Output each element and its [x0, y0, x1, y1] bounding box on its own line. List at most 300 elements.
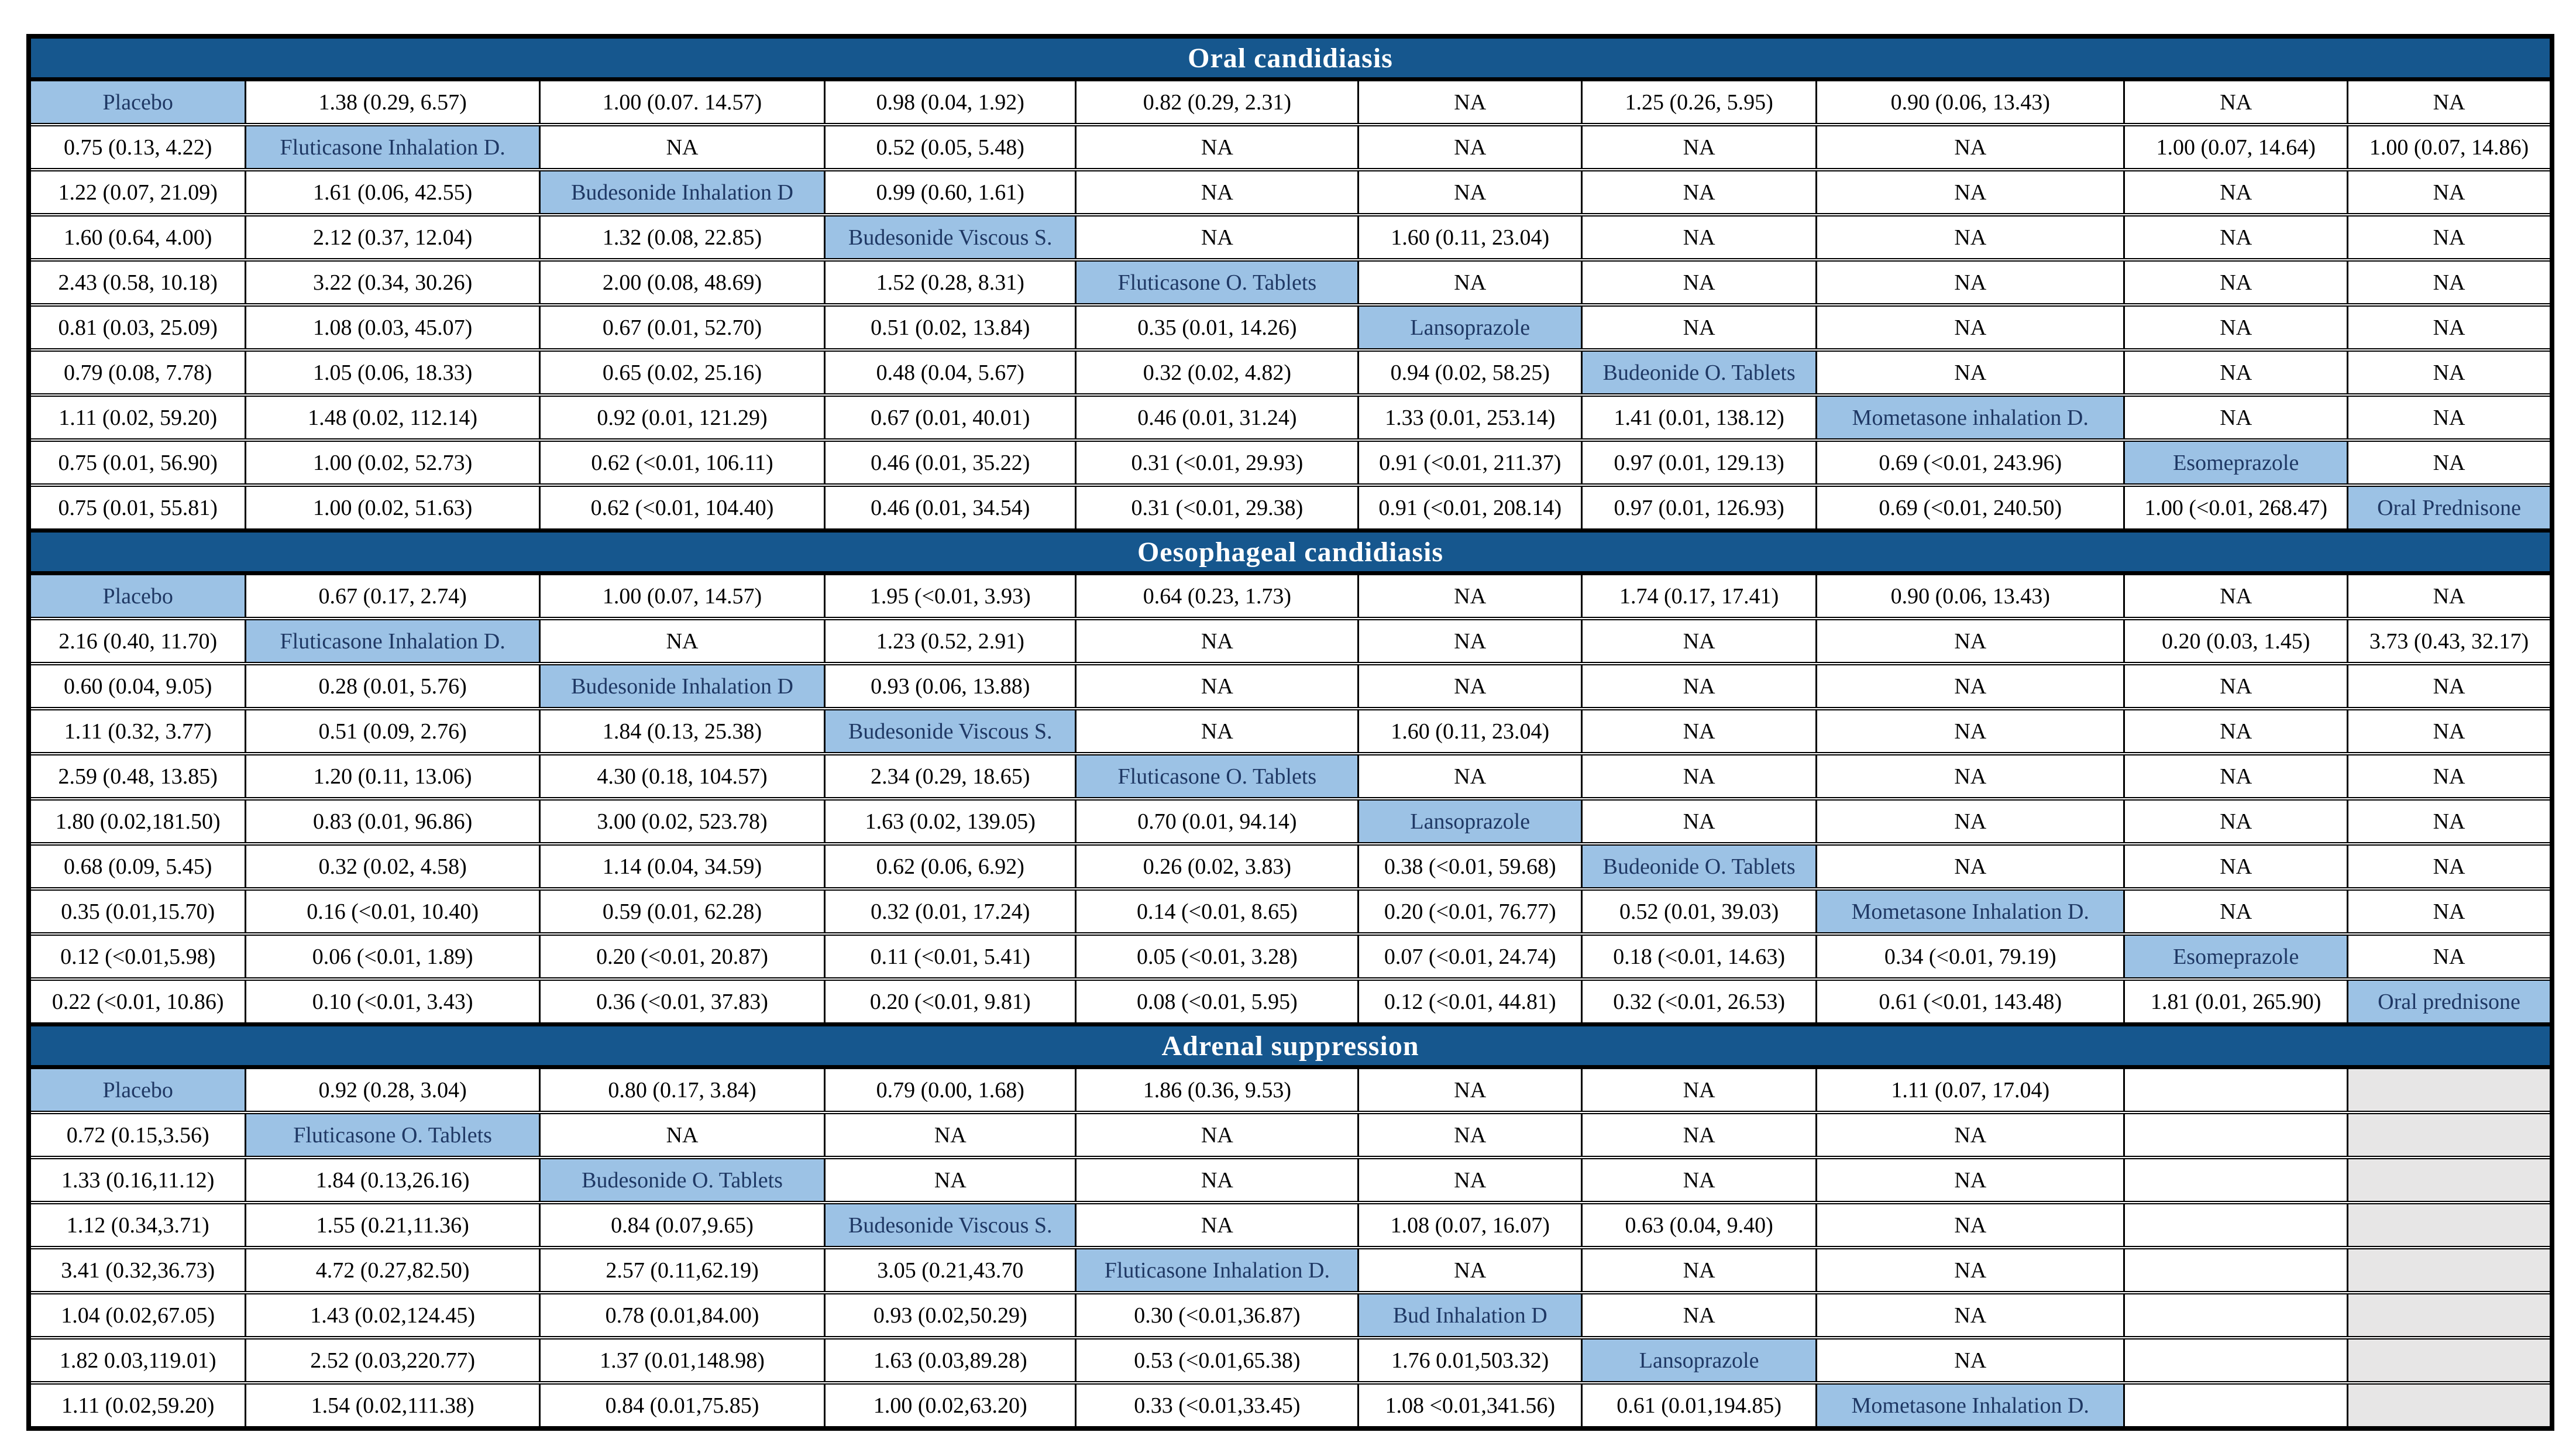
- empty-cell: [2124, 1112, 2348, 1158]
- value-cell: 0.05 (<0.01, 3.28): [1076, 934, 1358, 979]
- na-cell: NA: [1582, 709, 1817, 754]
- na-cell: NA: [1582, 619, 1817, 664]
- empty-cell: [2124, 1383, 2348, 1428]
- na-cell: NA: [2124, 215, 2348, 260]
- table-row: [29, 709, 2552, 754]
- na-cell: NA: [1582, 664, 1817, 709]
- value-cell: 0.83 (0.01, 96.86): [246, 799, 539, 844]
- value-cell: 0.31 (<0.01, 29.93): [1076, 440, 1358, 485]
- treatment-cell: Bud Inhalation D: [1358, 1293, 1582, 1338]
- value-cell: 0.26 (0.02, 3.83): [1076, 844, 1358, 889]
- value-cell: 0.52 (0.05, 5.48): [825, 125, 1076, 170]
- na-cell: NA: [825, 1112, 1076, 1158]
- na-cell: NA: [2348, 215, 2552, 260]
- value-cell: 1.86 (0.36, 9.53): [1076, 1067, 1358, 1113]
- value-cell: 1.00 (0.02, 52.73): [246, 440, 539, 485]
- value-cell: 4.72 (0.27,82.50): [246, 1248, 539, 1293]
- value-cell: 1.23 (0.52, 2.91): [825, 619, 1076, 664]
- value-cell: 1.55 (0.21,11.36): [246, 1203, 539, 1248]
- value-cell: 0.34 (<0.01, 79.19): [1817, 934, 2124, 979]
- na-cell: NA: [1582, 1248, 1817, 1293]
- value-cell: 0.93 (0.06, 13.88): [825, 664, 1076, 709]
- treatment-cell: Fluticasone Inhalation D.: [246, 619, 539, 664]
- value-cell: 1.54 (0.02,111.38): [246, 1383, 539, 1428]
- table-row: [29, 485, 2552, 531]
- value-cell: 0.46 (0.01, 35.22): [825, 440, 1076, 485]
- value-cell: 1.48 (0.02, 112.14): [246, 395, 539, 440]
- treatment-cell: Budesonide Inhalation D: [539, 664, 824, 709]
- na-cell: NA: [1817, 754, 2124, 799]
- section-title: Oesophageal candidiasis: [29, 531, 2552, 573]
- section-oesophageal-candidiasis: [29, 531, 2552, 1025]
- empty-gray-cell: [2348, 1203, 2552, 1248]
- value-cell: 1.25 (0.26, 5.95): [1582, 80, 1817, 125]
- value-cell: 0.75 (0.13, 4.22): [29, 125, 246, 170]
- value-cell: 0.48 (0.04, 5.67): [825, 350, 1076, 395]
- na-cell: NA: [1358, 754, 1582, 799]
- value-cell: 0.10 (<0.01, 3.43): [246, 979, 539, 1025]
- value-cell: 0.82 (0.29, 2.31): [1076, 80, 1358, 125]
- value-cell: 0.75 (0.01, 55.81): [29, 485, 246, 531]
- value-cell: 1.11 (0.32, 3.77): [29, 709, 246, 754]
- na-cell: NA: [2348, 664, 2552, 709]
- empty-gray-cell: [2348, 1112, 2552, 1158]
- value-cell: 1.00 (0.07, 14.57): [539, 573, 824, 619]
- value-cell: 3.22 (0.34, 30.26): [246, 260, 539, 305]
- na-cell: NA: [1582, 170, 1817, 215]
- value-cell: 0.99 (0.60, 1.61): [825, 170, 1076, 215]
- value-cell: 0.32 (0.02, 4.82): [1076, 350, 1358, 395]
- value-cell: 0.38 (<0.01, 59.68): [1358, 844, 1582, 889]
- na-cell: NA: [1582, 1067, 1817, 1113]
- na-cell: NA: [1582, 1158, 1817, 1203]
- value-cell: 2.34 (0.29, 18.65): [825, 754, 1076, 799]
- value-cell: 0.62 (0.06, 6.92): [825, 844, 1076, 889]
- na-cell: NA: [1076, 709, 1358, 754]
- value-cell: 3.05 (0.21,43.70: [825, 1248, 1076, 1293]
- value-cell: 0.12 (<0.01,5.98): [29, 934, 246, 979]
- value-cell: 1.95 (<0.01, 3.93): [825, 573, 1076, 619]
- value-cell: 1.84 (0.13, 25.38): [539, 709, 824, 754]
- value-cell: 0.92 (0.28, 3.04): [246, 1067, 539, 1113]
- value-cell: 1.33 (0.16,11.12): [29, 1158, 246, 1203]
- na-cell: NA: [2124, 260, 2348, 305]
- value-cell: 1.60 (0.11, 23.04): [1358, 215, 1582, 260]
- value-cell: 0.30 (<0.01,36.87): [1076, 1293, 1358, 1338]
- table-row: [29, 619, 2552, 664]
- na-cell: NA: [2348, 573, 2552, 619]
- treatment-cell: Oral prednisone: [2348, 979, 2552, 1025]
- na-cell: NA: [1582, 799, 1817, 844]
- value-cell: 3.00 (0.02, 523.78): [539, 799, 824, 844]
- table-row: [29, 799, 2552, 844]
- value-cell: 3.73 (0.43, 32.17): [2348, 619, 2552, 664]
- table-row: [29, 305, 2552, 350]
- section-header-row: [29, 531, 2552, 573]
- value-cell: 1.11 (0.02,59.20): [29, 1383, 246, 1428]
- value-cell: 0.28 (0.01, 5.76): [246, 664, 539, 709]
- value-cell: 1.81 (0.01, 265.90): [2124, 979, 2348, 1025]
- na-cell: NA: [1817, 799, 2124, 844]
- value-cell: 1.84 (0.13,26.16): [246, 1158, 539, 1203]
- table-row: [29, 844, 2552, 889]
- value-cell: 0.70 (0.01, 94.14): [1076, 799, 1358, 844]
- treatment-cell: Budesonide Viscous S.: [825, 709, 1076, 754]
- value-cell: 0.32 (0.02, 4.58): [246, 844, 539, 889]
- table-row: [29, 1112, 2552, 1158]
- na-cell: NA: [2348, 844, 2552, 889]
- value-cell: 0.61 (<0.01, 143.48): [1817, 979, 2124, 1025]
- na-cell: NA: [2124, 754, 2348, 799]
- na-cell: NA: [2124, 573, 2348, 619]
- value-cell: 0.72 (0.15,3.56): [29, 1112, 246, 1158]
- value-cell: 0.75 (0.01, 56.90): [29, 440, 246, 485]
- treatment-cell: Placebo: [29, 1067, 246, 1113]
- na-cell: NA: [1076, 1203, 1358, 1248]
- value-cell: 1.60 (0.64, 4.00): [29, 215, 246, 260]
- table-row: [29, 260, 2552, 305]
- value-cell: 0.20 (<0.01, 9.81): [825, 979, 1076, 1025]
- treatment-cell: Oral Prednisone: [2348, 485, 2552, 531]
- na-cell: NA: [2124, 664, 2348, 709]
- na-cell: NA: [539, 619, 824, 664]
- section-oral-candidiasis: [29, 36, 2552, 531]
- value-cell: 1.04 (0.02,67.05): [29, 1293, 246, 1338]
- value-cell: 0.06 (<0.01, 1.89): [246, 934, 539, 979]
- value-cell: 0.14 (<0.01, 8.65): [1076, 889, 1358, 934]
- value-cell: 0.97 (0.01, 126.93): [1582, 485, 1817, 531]
- value-cell: 2.57 (0.11,62.19): [539, 1248, 824, 1293]
- value-cell: 0.90 (0.06, 13.43): [1817, 80, 2124, 125]
- na-cell: NA: [1817, 260, 2124, 305]
- na-cell: NA: [1817, 125, 2124, 170]
- treatment-cell: Budesonide Inhalation D: [539, 170, 824, 215]
- na-cell: NA: [2124, 395, 2348, 440]
- na-cell: NA: [1582, 1112, 1817, 1158]
- value-cell: 0.11 (<0.01, 5.41): [825, 934, 1076, 979]
- na-cell: NA: [1817, 1112, 2124, 1158]
- value-cell: 2.00 (0.08, 48.69): [539, 260, 824, 305]
- value-cell: 0.35 (0.01,15.70): [29, 889, 246, 934]
- value-cell: 1.61 (0.06, 42.55): [246, 170, 539, 215]
- value-cell: 1.00 (0.02, 51.63): [246, 485, 539, 531]
- value-cell: 0.59 (0.01, 62.28): [539, 889, 824, 934]
- na-cell: NA: [1817, 1248, 2124, 1293]
- na-cell: NA: [1358, 1112, 1582, 1158]
- empty-gray-cell: [2348, 1067, 2552, 1113]
- table-row: [29, 754, 2552, 799]
- league-table: [26, 34, 2554, 1431]
- value-cell: 1.00 (0.07, 14.86): [2348, 125, 2552, 170]
- value-cell: 0.67 (0.17, 2.74): [246, 573, 539, 619]
- na-cell: NA: [1358, 1158, 1582, 1203]
- value-cell: 1.33 (0.01, 253.14): [1358, 395, 1582, 440]
- na-cell: NA: [1817, 170, 2124, 215]
- treatment-cell: Esomeprazole: [2124, 934, 2348, 979]
- na-cell: NA: [1817, 215, 2124, 260]
- value-cell: 1.12 (0.34,3.71): [29, 1203, 246, 1248]
- value-cell: 0.52 (0.01, 39.03): [1582, 889, 1817, 934]
- value-cell: 0.60 (0.04, 9.05): [29, 664, 246, 709]
- section-title: Oral candidiasis: [29, 36, 2552, 80]
- value-cell: 4.30 (0.18, 104.57): [539, 754, 824, 799]
- value-cell: 1.43 (0.02,124.45): [246, 1293, 539, 1338]
- empty-gray-cell: [2348, 1293, 2552, 1338]
- na-cell: NA: [1582, 1293, 1817, 1338]
- value-cell: 0.31 (<0.01, 29.38): [1076, 485, 1358, 531]
- value-cell: 0.62 (<0.01, 104.40): [539, 485, 824, 531]
- value-cell: 0.20 (0.03, 1.45): [2124, 619, 2348, 664]
- table-row: [29, 1067, 2552, 1113]
- value-cell: 1.63 (0.02, 139.05): [825, 799, 1076, 844]
- value-cell: 1.11 (0.02, 59.20): [29, 395, 246, 440]
- value-cell: 0.67 (0.01, 52.70): [539, 305, 824, 350]
- value-cell: 0.92 (0.01, 121.29): [539, 395, 824, 440]
- na-cell: NA: [1358, 125, 1582, 170]
- na-cell: NA: [2124, 80, 2348, 125]
- value-cell: 0.20 (<0.01, 20.87): [539, 934, 824, 979]
- value-cell: 1.11 (0.07, 17.04): [1817, 1067, 2124, 1113]
- na-cell: NA: [1582, 215, 1817, 260]
- table-row: [29, 170, 2552, 215]
- na-cell: NA: [1582, 125, 1817, 170]
- table-row: [29, 664, 2552, 709]
- value-cell: 0.46 (0.01, 31.24): [1076, 395, 1358, 440]
- na-cell: NA: [1582, 754, 1817, 799]
- table-row: [29, 215, 2552, 260]
- value-cell: 1.08 (0.07, 16.07): [1358, 1203, 1582, 1248]
- table-row: [29, 350, 2552, 395]
- value-cell: 0.53 (<0.01,65.38): [1076, 1338, 1358, 1383]
- value-cell: 0.80 (0.17, 3.84): [539, 1067, 824, 1113]
- section-header-row: [29, 1025, 2552, 1067]
- na-cell: NA: [2348, 395, 2552, 440]
- treatment-cell: Lansoprazole: [1358, 799, 1582, 844]
- na-cell: NA: [1076, 1112, 1358, 1158]
- na-cell: NA: [1358, 1067, 1582, 1113]
- table-row: [29, 440, 2552, 485]
- value-cell: 0.79 (0.08, 7.78): [29, 350, 246, 395]
- value-cell: 0.32 (<0.01, 26.53): [1582, 979, 1817, 1025]
- value-cell: 1.00 (<0.01, 268.47): [2124, 485, 2348, 531]
- na-cell: NA: [1358, 170, 1582, 215]
- value-cell: 1.14 (0.04, 34.59): [539, 844, 824, 889]
- value-cell: 0.35 (0.01, 14.26): [1076, 305, 1358, 350]
- na-cell: NA: [1076, 619, 1358, 664]
- na-cell: NA: [2124, 889, 2348, 934]
- value-cell: 0.65 (0.02, 25.16): [539, 350, 824, 395]
- value-cell: 1.20 (0.11, 13.06): [246, 754, 539, 799]
- treatment-cell: Fluticasone Inhalation D.: [1076, 1248, 1358, 1293]
- na-cell: NA: [2348, 889, 2552, 934]
- na-cell: NA: [1817, 664, 2124, 709]
- na-cell: NA: [1076, 125, 1358, 170]
- na-cell: NA: [825, 1158, 1076, 1203]
- na-cell: NA: [2348, 709, 2552, 754]
- na-cell: NA: [1358, 619, 1582, 664]
- na-cell: NA: [2348, 260, 2552, 305]
- na-cell: NA: [1817, 1293, 2124, 1338]
- table-row: [29, 979, 2552, 1025]
- value-cell: 1.52 (0.28, 8.31): [825, 260, 1076, 305]
- value-cell: 0.84 (0.07,9.65): [539, 1203, 824, 1248]
- treatment-cell: Budesonide O. Tablets: [539, 1158, 824, 1203]
- na-cell: NA: [2124, 799, 2348, 844]
- treatment-cell: Budesonide Viscous S.: [825, 215, 1076, 260]
- value-cell: 2.43 (0.58, 10.18): [29, 260, 246, 305]
- value-cell: 2.59 (0.48, 13.85): [29, 754, 246, 799]
- na-cell: NA: [1358, 80, 1582, 125]
- value-cell: 0.51 (0.02, 13.84): [825, 305, 1076, 350]
- value-cell: 1.76 0.01,503.32): [1358, 1338, 1582, 1383]
- na-cell: NA: [1817, 709, 2124, 754]
- treatment-cell: Budeonide O. Tablets: [1582, 844, 1817, 889]
- value-cell: 0.84 (0.01,75.85): [539, 1383, 824, 1428]
- value-cell: 1.00 (0.02,63.20): [825, 1383, 1076, 1428]
- empty-gray-cell: [2348, 1338, 2552, 1383]
- na-cell: NA: [1817, 619, 2124, 664]
- na-cell: NA: [2348, 305, 2552, 350]
- table-row: [29, 80, 2552, 125]
- value-cell: 0.46 (0.01, 34.54): [825, 485, 1076, 531]
- treatment-cell: Fluticasone O. Tablets: [1076, 754, 1358, 799]
- value-cell: 0.33 (<0.01,33.45): [1076, 1383, 1358, 1428]
- value-cell: 1.38 (0.29, 6.57): [246, 80, 539, 125]
- na-cell: NA: [1817, 1203, 2124, 1248]
- empty-gray-cell: [2348, 1158, 2552, 1203]
- value-cell: 0.68 (0.09, 5.45): [29, 844, 246, 889]
- value-cell: 0.81 (0.03, 25.09): [29, 305, 246, 350]
- section-adrenal-suppression: [29, 1025, 2552, 1429]
- value-cell: 1.74 (0.17, 17.41): [1582, 573, 1817, 619]
- na-cell: NA: [1076, 1158, 1358, 1203]
- table-row: [29, 889, 2552, 934]
- value-cell: 0.93 (0.02,50.29): [825, 1293, 1076, 1338]
- na-cell: NA: [539, 125, 824, 170]
- empty-gray-cell: [2348, 1383, 2552, 1428]
- value-cell: 1.41 (0.01, 138.12): [1582, 395, 1817, 440]
- treatment-cell: Fluticasone Inhalation D.: [246, 125, 539, 170]
- na-cell: NA: [2348, 80, 2552, 125]
- na-cell: NA: [2124, 350, 2348, 395]
- value-cell: 3.41 (0.32,36.73): [29, 1248, 246, 1293]
- value-cell: 0.64 (0.23, 1.73): [1076, 573, 1358, 619]
- value-cell: 0.20 (<0.01, 76.77): [1358, 889, 1582, 934]
- treatment-cell: Fluticasone O. Tablets: [246, 1112, 539, 1158]
- empty-cell: [2124, 1338, 2348, 1383]
- value-cell: 0.63 (0.04, 9.40): [1582, 1203, 1817, 1248]
- value-cell: 0.32 (0.01, 17.24): [825, 889, 1076, 934]
- value-cell: 0.67 (0.01, 40.01): [825, 395, 1076, 440]
- na-cell: NA: [2124, 305, 2348, 350]
- na-cell: NA: [1817, 350, 2124, 395]
- na-cell: NA: [2348, 350, 2552, 395]
- value-cell: 0.94 (0.02, 58.25): [1358, 350, 1582, 395]
- empty-gray-cell: [2348, 1248, 2552, 1293]
- value-cell: 0.08 (<0.01, 5.95): [1076, 979, 1358, 1025]
- value-cell: 0.61 (0.01,194.85): [1582, 1383, 1817, 1428]
- treatment-cell: Mometasone Inhalation D.: [1817, 889, 2124, 934]
- treatment-cell: Placebo: [29, 573, 246, 619]
- value-cell: 1.00 (0.07. 14.57): [539, 80, 824, 125]
- value-cell: 0.18 (<0.01, 14.63): [1582, 934, 1817, 979]
- treatment-cell: Placebo: [29, 80, 246, 125]
- empty-cell: [2124, 1203, 2348, 1248]
- treatment-cell: Budeonide O. Tablets: [1582, 350, 1817, 395]
- treatment-cell: Lansoprazole: [1358, 305, 1582, 350]
- na-cell: NA: [2348, 170, 2552, 215]
- value-cell: 2.12 (0.37, 12.04): [246, 215, 539, 260]
- treatment-cell: Mometasone inhalation D.: [1817, 395, 2124, 440]
- value-cell: 1.37 (0.01,148.98): [539, 1338, 824, 1383]
- value-cell: 0.62 (<0.01, 106.11): [539, 440, 824, 485]
- na-cell: NA: [2348, 799, 2552, 844]
- value-cell: 1.08 (0.03, 45.07): [246, 305, 539, 350]
- na-cell: NA: [1582, 305, 1817, 350]
- value-cell: 0.22 (<0.01, 10.86): [29, 979, 246, 1025]
- value-cell: 2.16 (0.40, 11.70): [29, 619, 246, 664]
- value-cell: 0.69 (<0.01, 243.96): [1817, 440, 2124, 485]
- na-cell: NA: [1817, 844, 2124, 889]
- empty-cell: [2124, 1248, 2348, 1293]
- na-cell: NA: [1358, 573, 1582, 619]
- value-cell: 0.98 (0.04, 1.92): [825, 80, 1076, 125]
- value-cell: 1.32 (0.08, 22.85): [539, 215, 824, 260]
- section-title: Adrenal suppression: [29, 1025, 2552, 1067]
- empty-cell: [2124, 1293, 2348, 1338]
- treatment-cell: Esomeprazole: [2124, 440, 2348, 485]
- value-cell: 0.36 (<0.01, 37.83): [539, 979, 824, 1025]
- value-cell: 1.80 (0.02,181.50): [29, 799, 246, 844]
- section-header-row: [29, 36, 2552, 80]
- na-cell: NA: [1817, 1158, 2124, 1203]
- treatment-cell: Lansoprazole: [1582, 1338, 1817, 1383]
- value-cell: 1.60 (0.11, 23.04): [1358, 709, 1582, 754]
- value-cell: 0.91 (<0.01, 211.37): [1358, 440, 1582, 485]
- table-row: [29, 395, 2552, 440]
- table-row: [29, 573, 2552, 619]
- table-row: [29, 125, 2552, 170]
- value-cell: 2.52 (0.03,220.77): [246, 1338, 539, 1383]
- na-cell: NA: [1076, 215, 1358, 260]
- value-cell: 0.79 (0.00, 1.68): [825, 1067, 1076, 1113]
- value-cell: 1.63 (0.03,89.28): [825, 1338, 1076, 1383]
- value-cell: 0.07 (<0.01, 24.74): [1358, 934, 1582, 979]
- na-cell: NA: [2348, 440, 2552, 485]
- table-row: [29, 1338, 2552, 1383]
- table-row: [29, 934, 2552, 979]
- value-cell: 1.22 (0.07, 21.09): [29, 170, 246, 215]
- table-row: [29, 1383, 2552, 1428]
- na-cell: NA: [2124, 170, 2348, 215]
- value-cell: 1.05 (0.06, 18.33): [246, 350, 539, 395]
- na-cell: NA: [539, 1112, 824, 1158]
- na-cell: NA: [1358, 1248, 1582, 1293]
- empty-cell: [2124, 1158, 2348, 1203]
- value-cell: 0.16 (<0.01, 10.40): [246, 889, 539, 934]
- value-cell: 1.00 (0.07, 14.64): [2124, 125, 2348, 170]
- na-cell: NA: [1817, 1338, 2124, 1383]
- value-cell: 0.97 (0.01, 129.13): [1582, 440, 1817, 485]
- na-cell: NA: [1076, 664, 1358, 709]
- treatment-cell: Fluticasone O. Tablets: [1076, 260, 1358, 305]
- treatment-cell: Budesonide Viscous S.: [825, 1203, 1076, 1248]
- na-cell: NA: [2124, 709, 2348, 754]
- value-cell: 0.90 (0.06, 13.43): [1817, 573, 2124, 619]
- na-cell: NA: [1358, 260, 1582, 305]
- table-row: [29, 1293, 2552, 1338]
- value-cell: 0.91 (<0.01, 208.14): [1358, 485, 1582, 531]
